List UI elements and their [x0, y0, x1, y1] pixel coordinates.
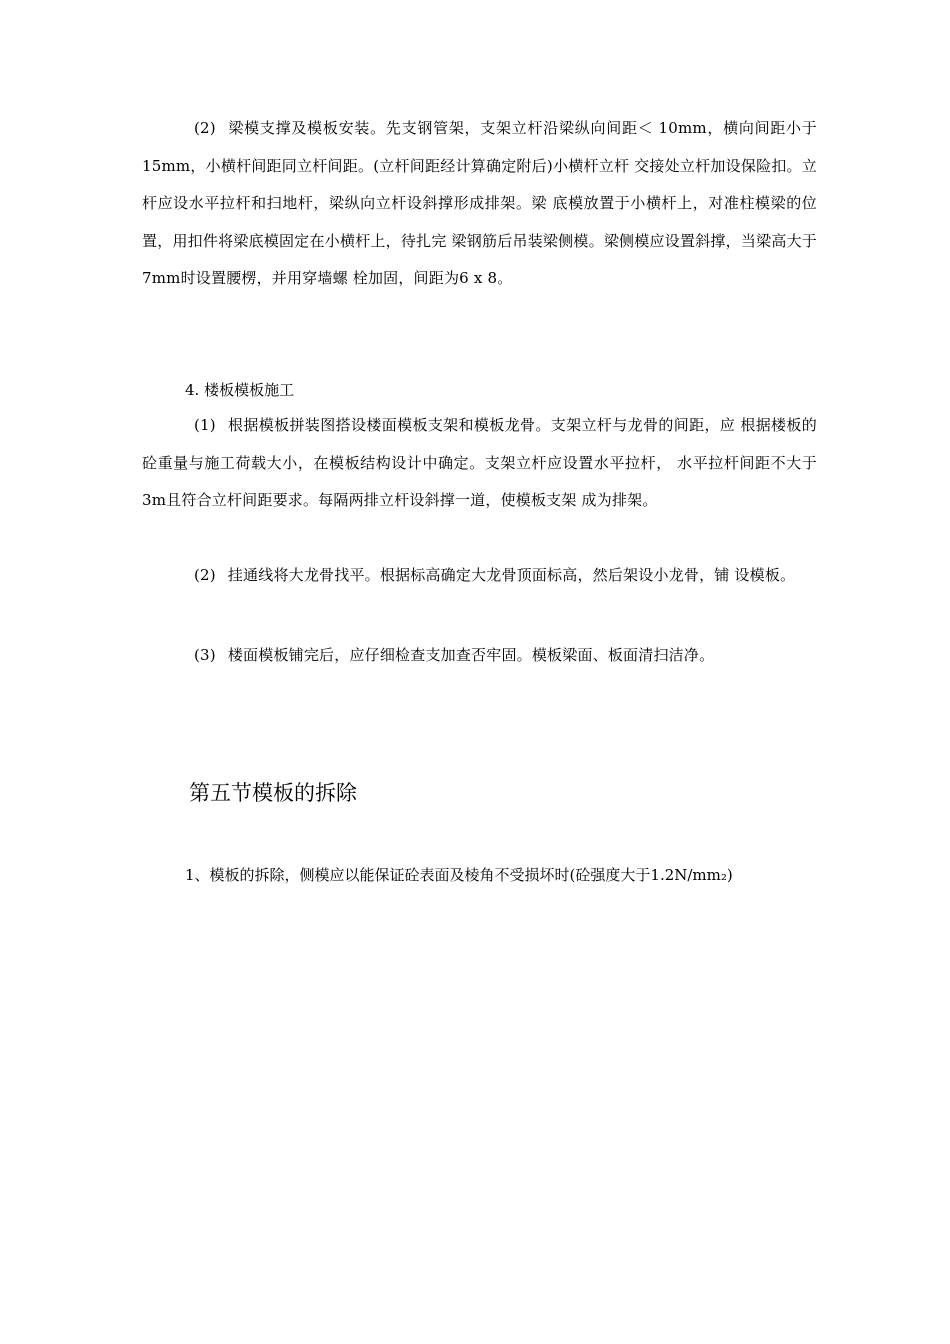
- floor-formwork-heading: 4. 楼板模板施工: [185, 381, 295, 399]
- paragraph-text: 梁模支撑及模板安装。先支钢管架，支架立杆沿梁纵向间距＜ 10mm，横向间距小于15mm，小横杆间距同立杆间距。(立杆间距经计算确定附后)小横杆立杆 交接处立杆加设保险扣。立杆应设水平拉杆和扫地杆，梁纵向立杆设斜撑形成排架。梁 底模放置于小横杆上，对准柱模梁的位置，用扣件将梁底模固定在小横杆上，待扎完 梁钢筋后吊装梁侧模。梁侧模应设置斜撑，当梁高大于7mm时设置腰楞，并用穿墙螺 栓加固，间距为6 x 8。: [142, 119, 817, 287]
- section-title: 第五节模板的拆除: [189, 781, 357, 805]
- beam-formwork-paragraph: [142, 110, 817, 298]
- item-number: (2): [194, 566, 216, 584]
- item-number: (1): [194, 416, 216, 434]
- paragraph-text: 根据模板拼装图搭设楼面模板支架和模板龙骨。支架立杆与龙骨的间距，应 根据楼板的砼重量与施工荷载大小，在模板结构设计中确定。支架立杆应设置水平拉杆， 水平拉杆间距不大于3m且符合立杆间距要求。每隔两排立杆设斜撑一道，使模板支架 成为排架。: [142, 416, 817, 509]
- floor-item-3: [142, 637, 817, 675]
- removal-item-1: 1、模板的拆除，侧模应以能保证砼表面及棱角不受损坏时(砼强度大于1.2N/mm₂): [185, 866, 733, 884]
- paragraph-text: 挂通线将大龙骨找平。根据标高确定大龙骨顶面标高，然后架设小龙骨，铺 设模板。: [227, 566, 796, 584]
- paragraph-text: 楼面模板铺完后，应仔细检查支加查否牢固。模板梁面、板面清扫洁净。: [227, 646, 715, 664]
- item-number: (3): [194, 646, 216, 664]
- item-number: (2): [194, 119, 216, 137]
- floor-item-1: [142, 407, 817, 520]
- floor-item-2: [142, 557, 817, 595]
